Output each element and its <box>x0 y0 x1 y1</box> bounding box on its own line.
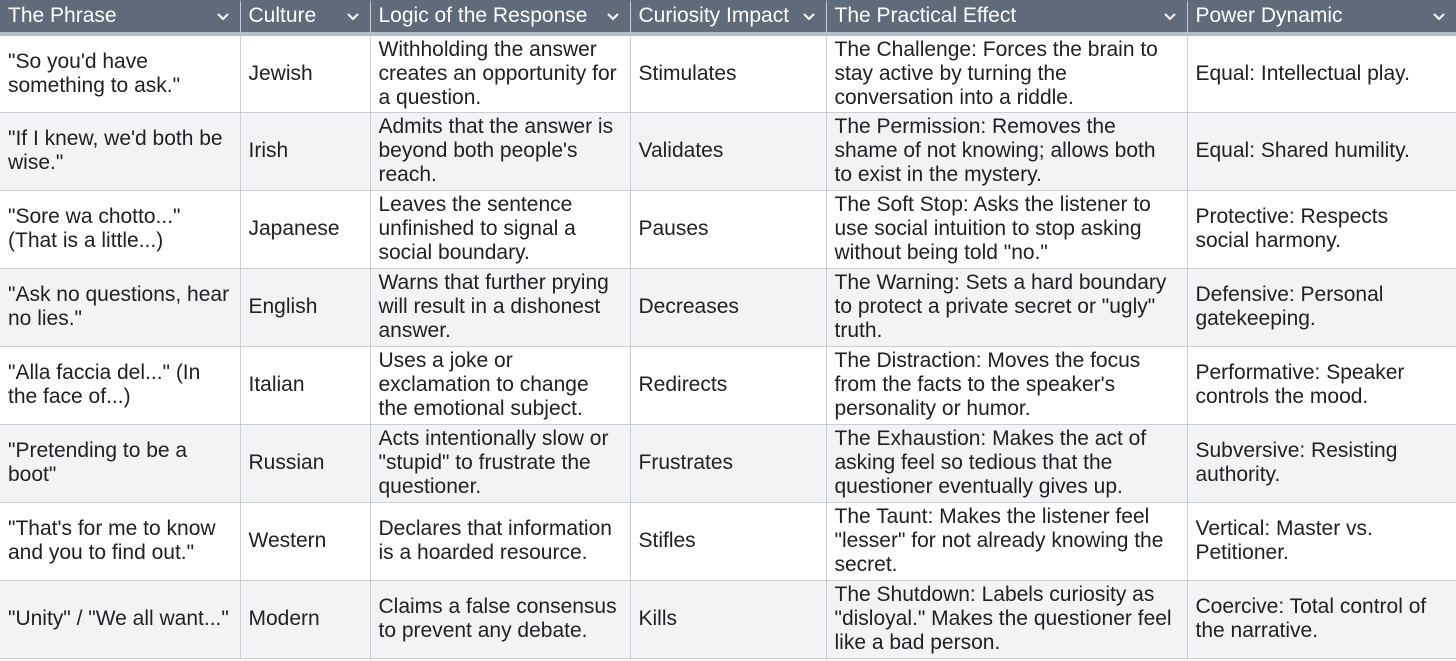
chevron-down-icon[interactable] <box>346 9 360 23</box>
cell-phrase[interactable]: "So you'd have something to ask." <box>0 34 240 112</box>
table-row <box>0 580 1456 658</box>
cell-effect[interactable]: The Distraction: Moves the focus from the facts to the speaker's personality or humor. <box>826 346 1187 424</box>
column-header-label: Culture <box>248 4 317 28</box>
column-header-label: The Practical Effect <box>834 4 1017 28</box>
chevron-down-icon[interactable] <box>802 9 816 23</box>
column-header-label: The Phrase <box>8 4 117 28</box>
cell-impact[interactable]: Redirects <box>630 346 826 424</box>
table-row <box>0 190 1456 268</box>
column-header-label: Power Dynamic <box>1195 4 1343 28</box>
chevron-down-icon[interactable] <box>1163 9 1177 23</box>
cell-impact[interactable]: Stimulates <box>630 34 826 112</box>
cell-impact[interactable]: Pauses <box>630 190 826 268</box>
table-row <box>0 34 1456 112</box>
cell-effect[interactable]: The Challenge: Forces the brain to stay active by turning the conversation into a riddle. <box>826 34 1187 112</box>
table-row <box>0 112 1456 190</box>
cell-phrase[interactable]: "If I knew, we'd both be wise." <box>0 112 240 190</box>
table-row <box>0 424 1456 502</box>
cell-effect[interactable]: The Warning: Sets a hard boundary to protect a private secret or "ugly" truth. <box>826 268 1187 346</box>
cell-impact[interactable]: Kills <box>630 580 826 658</box>
cell-culture[interactable]: Western <box>240 502 370 580</box>
table-body <box>0 34 1456 658</box>
chevron-down-icon[interactable] <box>606 9 620 23</box>
column-header-culture[interactable] <box>240 0 370 34</box>
cell-culture[interactable]: Japanese <box>240 190 370 268</box>
chevron-down-icon[interactable] <box>1432 9 1446 23</box>
cell-power[interactable]: Subversive: Resisting authority. <box>1187 424 1456 502</box>
cell-power[interactable]: Equal: Shared humility. <box>1187 112 1456 190</box>
cell-culture[interactable]: Jewish <box>240 34 370 112</box>
cell-power[interactable]: Vertical: Master vs. Petitioner. <box>1187 502 1456 580</box>
cell-impact[interactable]: Stifles <box>630 502 826 580</box>
cell-impact[interactable]: Decreases <box>630 268 826 346</box>
chevron-down-icon[interactable] <box>216 9 230 23</box>
cell-culture[interactable]: Modern <box>240 580 370 658</box>
cell-power[interactable]: Equal: Intellectual play. <box>1187 34 1456 112</box>
cell-impact[interactable]: Validates <box>630 112 826 190</box>
cell-phrase[interactable]: "Alla faccia del..." (In the face of...) <box>0 346 240 424</box>
cell-power[interactable]: Performative: Speaker controls the mood. <box>1187 346 1456 424</box>
table-row <box>0 502 1456 580</box>
cell-logic[interactable]: Claims a false consensus to prevent any debate. <box>370 580 630 658</box>
cell-power[interactable]: Coercive: Total control of the narrative. <box>1187 580 1456 658</box>
cell-impact[interactable]: Frustrates <box>630 424 826 502</box>
table-row <box>0 346 1456 424</box>
cell-logic[interactable]: Leaves the sentence unfinished to signal a social boundary. <box>370 190 630 268</box>
column-header-logic[interactable] <box>370 0 630 34</box>
cell-logic[interactable]: Warns that further prying will result in a dishonest answer. <box>370 268 630 346</box>
cell-effect[interactable]: The Shutdown: Labels curiosity as "disloyal." Makes the questioner feel like a bad person. <box>826 580 1187 658</box>
cell-effect[interactable]: The Soft Stop: Asks the listener to use social intuition to stop asking without being told "no." <box>826 190 1187 268</box>
cell-culture[interactable]: English <box>240 268 370 346</box>
cell-effect[interactable]: The Exhaustion: Makes the act of asking feel so tedious that the questioner eventually gives up. <box>826 424 1187 502</box>
cell-culture[interactable]: Russian <box>240 424 370 502</box>
column-header-label: Logic of the Response <box>378 4 588 28</box>
cell-phrase[interactable]: "That's for me to know and you to find out." <box>0 502 240 580</box>
cell-culture[interactable]: Italian <box>240 346 370 424</box>
cell-logic[interactable]: Declares that information is a hoarded resource. <box>370 502 630 580</box>
cell-phrase[interactable]: "Pretending to be a boot" <box>0 424 240 502</box>
cell-logic[interactable]: Uses a joke or exclamation to change the emotional subject. <box>370 346 630 424</box>
cell-effect[interactable]: The Permission: Removes the shame of not knowing; allows both to exist in the mystery. <box>826 112 1187 190</box>
table-header <box>0 0 1456 34</box>
cell-phrase[interactable]: "Sore wa chotto..." (That is a little...) <box>0 190 240 268</box>
cell-power[interactable]: Protective: Respects social harmony. <box>1187 190 1456 268</box>
cell-phrase[interactable]: "Unity" / "We all want..." <box>0 580 240 658</box>
cell-logic[interactable]: Withholding the answer creates an opportunity for a question. <box>370 34 630 112</box>
cell-phrase[interactable]: "Ask no questions, hear no lies." <box>0 268 240 346</box>
cell-logic[interactable]: Acts intentionally slow or "stupid" to frustrate the questioner. <box>370 424 630 502</box>
table-row <box>0 268 1456 346</box>
column-header-phrase[interactable] <box>0 0 240 34</box>
cell-logic[interactable]: Admits that the answer is beyond both people's reach. <box>370 112 630 190</box>
column-header-power[interactable] <box>1187 0 1456 34</box>
column-header-effect[interactable] <box>826 0 1187 34</box>
cell-effect[interactable]: The Taunt: Makes the listener feel "lesser" for not already knowing the secret. <box>826 502 1187 580</box>
column-header-impact[interactable] <box>630 0 826 34</box>
column-header-label: Curiosity Impact <box>638 4 790 28</box>
cell-culture[interactable]: Irish <box>240 112 370 190</box>
cell-power[interactable]: Defensive: Personal gatekeeping. <box>1187 268 1456 346</box>
